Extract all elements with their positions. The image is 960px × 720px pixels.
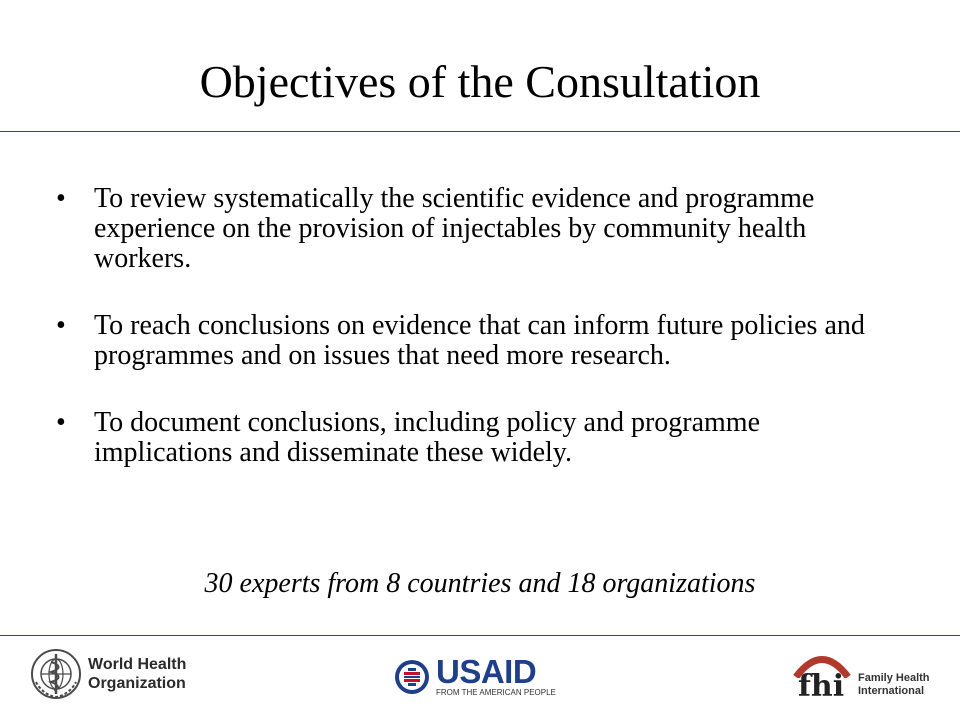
summary-line: 30 experts from 8 countries and 18 organizations [204, 568, 756, 599]
usaid-name: USAID [436, 653, 537, 690]
top-divider [0, 131, 960, 132]
who-logo [30, 648, 186, 700]
usaid-seal-icon [394, 659, 430, 695]
usaid-logo [394, 653, 556, 698]
bullet-dot: • [56, 183, 66, 214]
fhi-mark [792, 650, 852, 706]
fhi-logo [792, 650, 930, 706]
fhi-line-2: International [858, 685, 925, 697]
usaid-tagline: FROM THE AMERICAN PEOPLE [436, 688, 556, 697]
who-line-1: World Health [88, 656, 187, 673]
bullet-text: To document conclusions, including policy and programme implications and disseminate these widely. [94, 407, 761, 468]
bullet-dot: • [56, 407, 66, 438]
bullet-item [56, 311, 876, 371]
usaid-wordmark [436, 653, 556, 698]
slide-title: Objectives of the Consultation [199, 56, 761, 107]
who-wordmark [88, 655, 186, 693]
bullet-item [56, 408, 876, 468]
objectives-list [56, 184, 876, 505]
bullet-item [56, 184, 876, 274]
who-emblem-icon [30, 648, 82, 700]
fhi-wordmark [858, 672, 930, 698]
bullet-text: To reach conclusions on evidence that can inform future policies and programmes and on issues that need more research. [94, 310, 865, 371]
bottom-divider [0, 635, 960, 636]
bullet-dot: • [56, 310, 66, 341]
fhi-line-1: Family Health [858, 672, 930, 684]
bullet-text: To review systematically the scientific evidence and programme experience on the provision of injectables by community health workers. [94, 183, 815, 274]
who-line-2: Organization [88, 675, 186, 692]
fhi-letters: fhi [798, 669, 845, 704]
